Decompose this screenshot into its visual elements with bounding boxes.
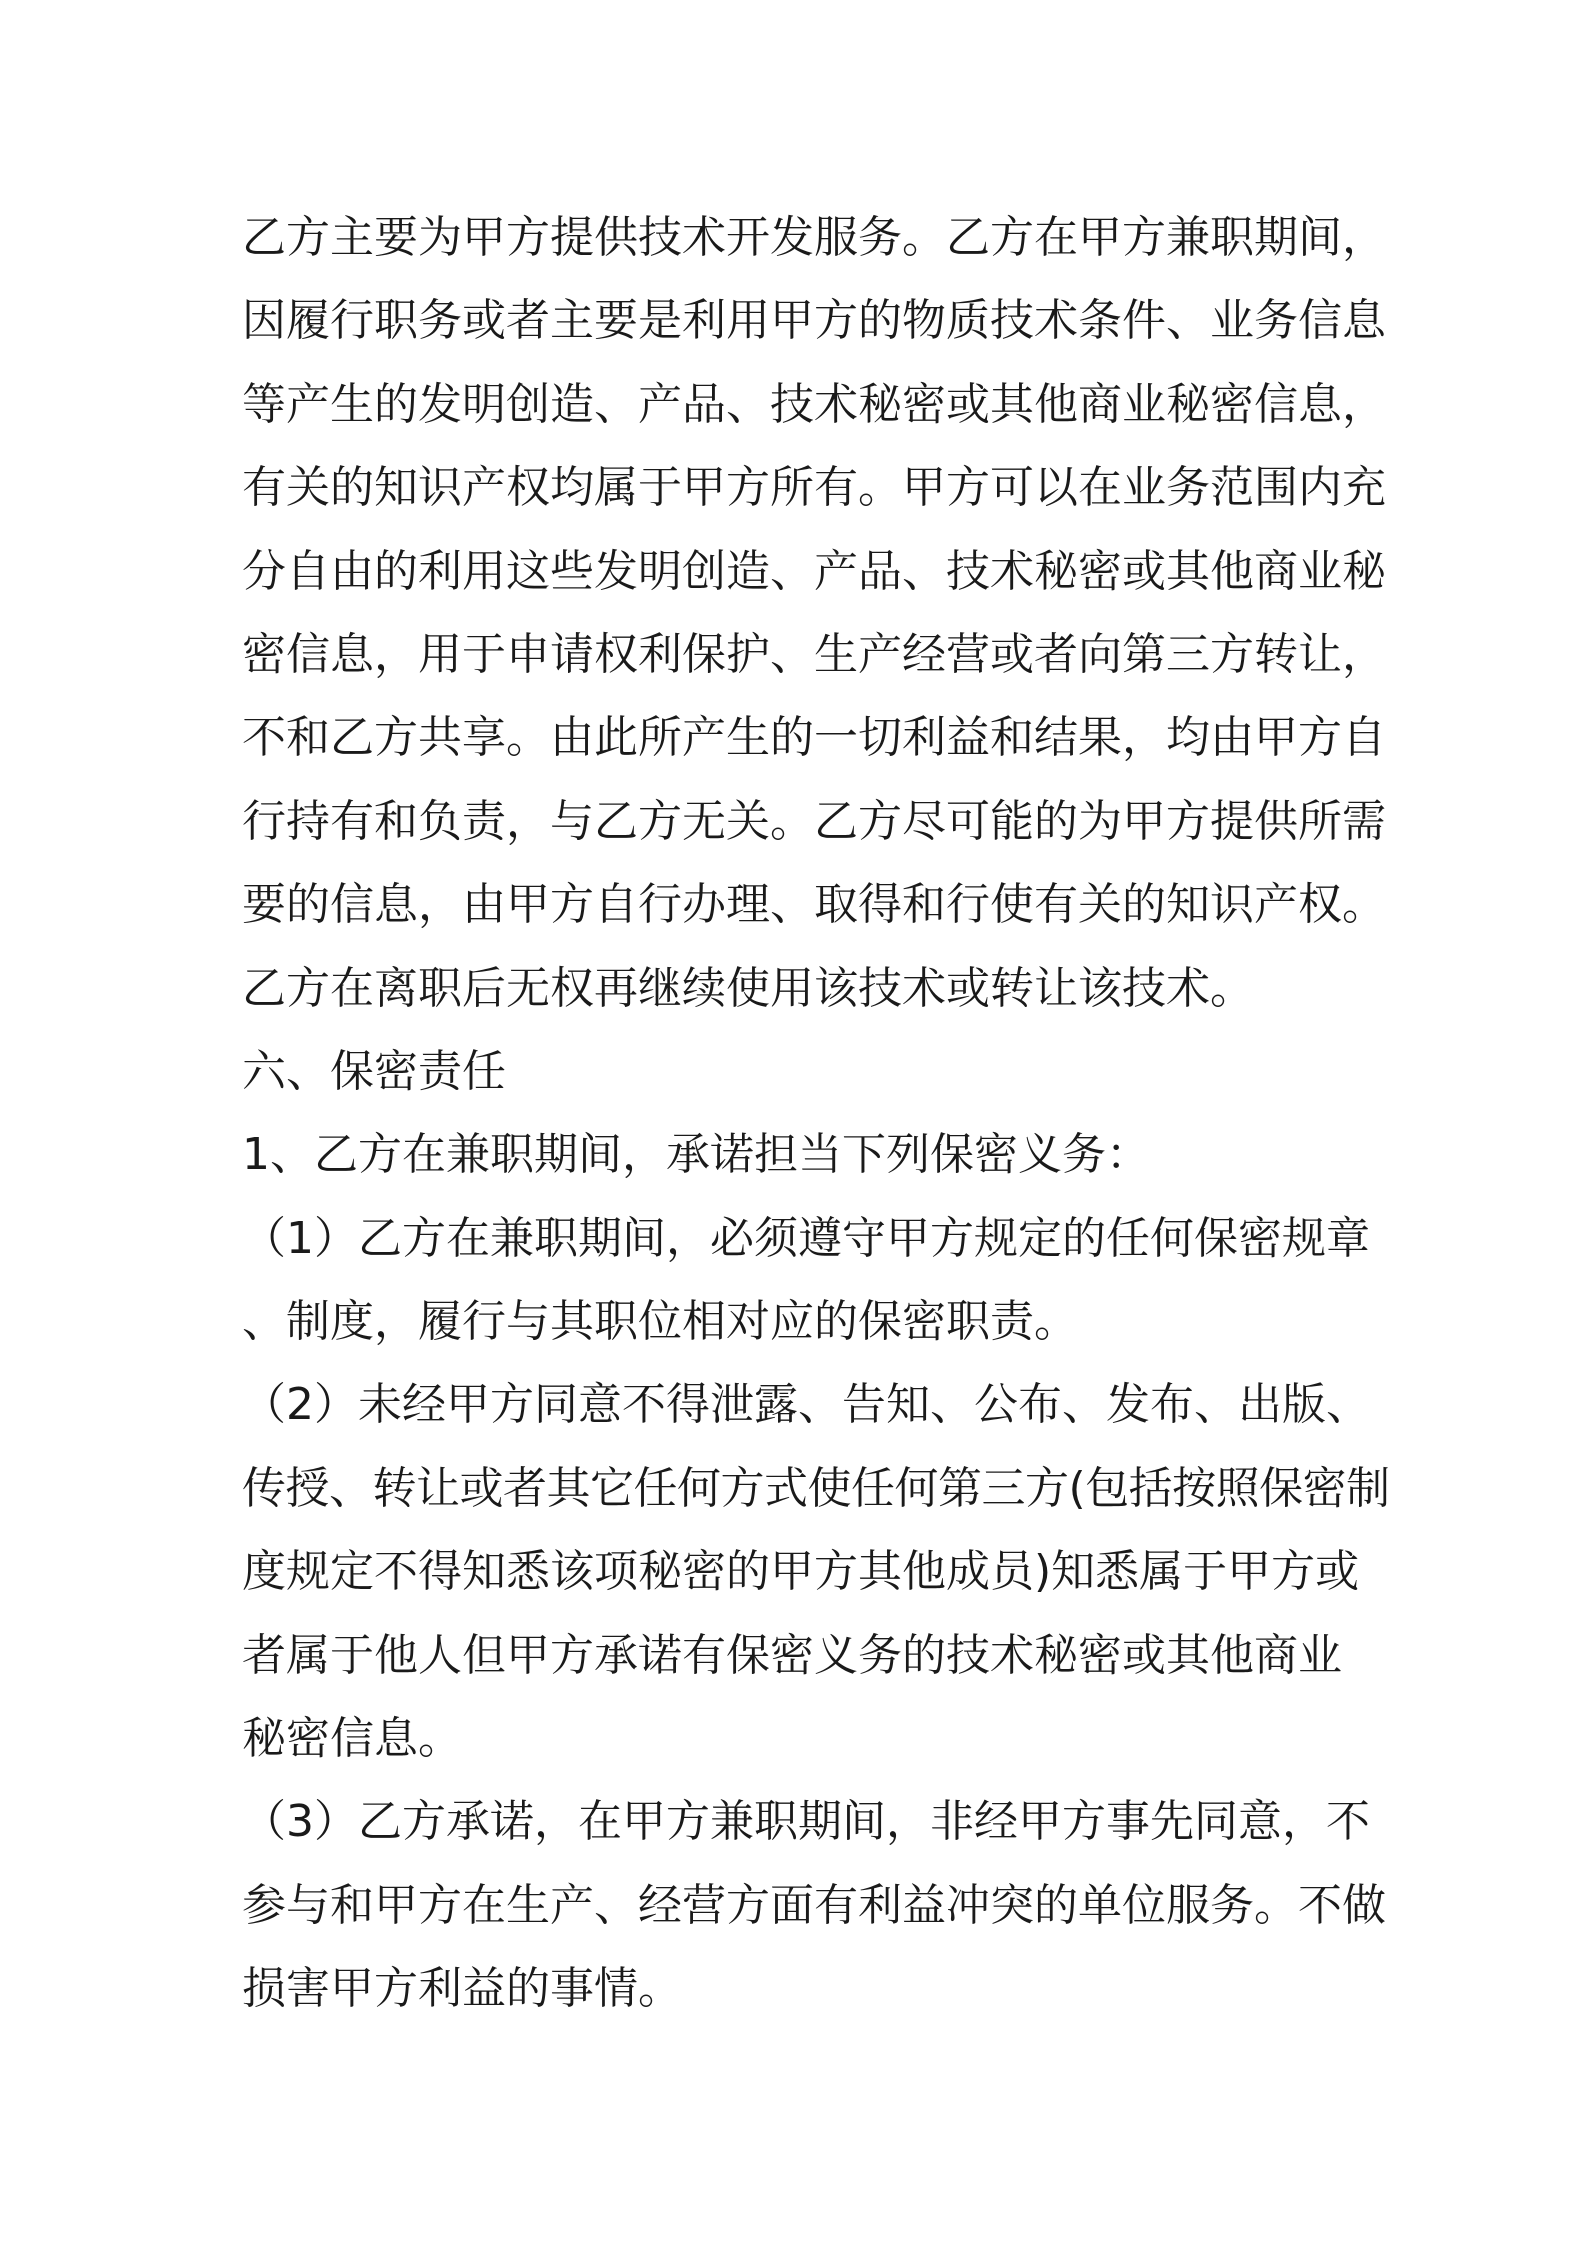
text-line: 因履行职务或者主要是利用甲方的物质技术条件、业务信息: [242, 295, 1386, 347]
text-line: 者属于他人但甲方承诺有保密义务的技术秘密或其他商业: [242, 1629, 1342, 1681]
text-line: 有关的知识产权均属于甲方所有。甲方可以在业务范围内充: [242, 462, 1386, 514]
text-line: 参与和甲方在生产、经营方面有利益冲突的单位服务。不做: [242, 1879, 1386, 1931]
clause-heading: 1、乙方在兼职期间，承诺担当下列保密义务：: [242, 1129, 1150, 1181]
document-body: [242, 196, 1390, 2031]
text-line: 秘密信息。: [242, 1713, 462, 1765]
text-line: 、制度，履行与其职位相对应的保密职责。: [242, 1296, 1078, 1348]
text-line: 密信息，用于申请权利保护、生产经营或者向第三方转让，: [242, 628, 1386, 680]
text-line: 不和乙方共享。由此所产生的一切利益和结果，均由甲方自: [242, 712, 1386, 764]
text-line: 度规定不得知悉该项秘密的甲方其他成员)知悉属于甲方或: [242, 1546, 1360, 1598]
text-line: （2）未经甲方同意不得泄露、告知、公布、发布、出版、: [242, 1379, 1370, 1431]
text-line: 行持有和负责，与乙方无关。乙方尽可能的为甲方提供所需: [242, 795, 1386, 847]
text-line: 分自由的利用这些发明创造、产品、技术秘密或其他商业秘: [242, 545, 1386, 597]
text-line: 乙方主要为甲方提供技术开发服务。乙方在甲方兼职期间，: [242, 212, 1386, 263]
text-line: 乙方在离职后无权再继续使用该技术或转让该技术。: [242, 962, 1254, 1014]
text-line: （3）乙方承诺，在甲方兼职期间，非经甲方事先同意，不: [242, 1796, 1370, 1848]
text-line: 要的信息，由甲方自行办理、取得和行使有关的知识产权。: [242, 879, 1386, 931]
text-line: 等产生的发明创造、产品、技术秘密或其他商业秘密信息，: [242, 378, 1386, 430]
text-line: 传授、转让或者其它任何方式使任何第三方(包括按照保密制: [242, 1462, 1390, 1514]
text-line: （1）乙方在兼职期间，必须遵守甲方规定的任何保密规章: [242, 1212, 1370, 1264]
text-line: 损害甲方利益的事情。: [242, 1963, 682, 2015]
section-heading: 六、保密责任: [242, 1045, 506, 1097]
